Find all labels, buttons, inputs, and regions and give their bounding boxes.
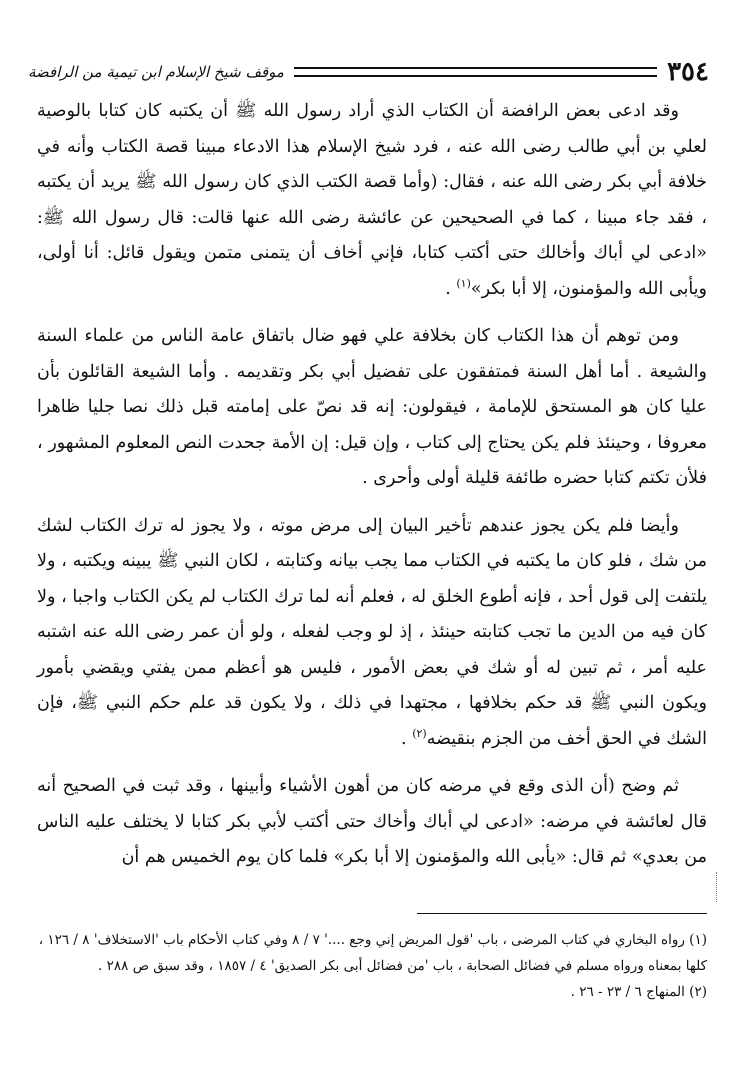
paragraph: ثم وضح (أن الذى وقع في مرضه كان من أهون الأشياء وأبينها ، وقد ثبت في الصحيح أنه قال لعائشة في مرضه: «ادعى لي أباك وأخاك حتى أكتب لأبي بكر كتابا لا يختلف عليه الناس من بعدي» ثم قال: «يأبى الله والمؤمنون إلا أبا بكر» فلما كان يوم الخميس هم أن bbox=[37, 776, 707, 867]
running-title: موقف شيخ الإسلام ابن تيمية من الرافضة bbox=[28, 63, 284, 81]
footnotes bbox=[27, 927, 707, 1005]
header-double-rule bbox=[294, 67, 657, 77]
footnote-1: (١) رواه البخاري في كتاب المرضى ، باب 'قول المريض إني وجع ....' ٧ / ٨ وفي كتاب الأحكام باب 'الاستخلاف' ٨ / ١٢٦ ، كلها بمعناه ورواه مسلم في فضائل الصحابة ، باب 'من فضائل أبى بكر الصديق' ٤ / ١٨٥٧ ، وقد سبق ص ٢٨٨ . bbox=[38, 932, 707, 974]
footnote-2: (٢) المنهاج ٦ / ٢٣ - ٢٦ . bbox=[570, 984, 707, 1000]
paragraph: ومن توهم أن هذا الكتاب كان بخلافة علي فهو ضال باتفاق عامة الناس من علماء السنة والشيعة . أما أهل السنة فمتفقون على تفضيل أبي بكر وتقديمه . وأما الشيعة القائلون بأن عليا كان هو المستحق للإمامة ، فيقولون: إنه قد نصّ على إمامته قبل ذلك نصا جليا ظاهرا معروفا ، وحينئذ فلم يكن يحتاج إلى كتاب ، وإن قيل: إن الأمة جحدت النص المعلوم المشهور ، فلأن تكتم كتابا حضره طائفة قليلة أولى وأحرى . bbox=[37, 326, 707, 488]
paragraph: وأيضا فلم يكن يجوز عندهم تأخير البيان إلى مرض موته ، ولا يجوز له ترك الكتاب لشك من شك ، فلو كان ما يكتبه في الكتاب مما يجب بيانه وكتابته ، لكان النبي ﷺ يبينه ويكتبه ، ولا يلتفت إلى قول أحد ، فإنه أطوع الخلق له ، فعلم أنه لما ترك الكتاب لم يكن الكتاب واجبا ، ولا كان فيه من الدين ما تجب كتابته حينئذ ، إذ لو وجب لفعله ، ولو أن عمر رضى الله عنه اشتبه عليه أمر ، ثم تبين له أو شك في بعض الأمور ، فليس هو أعظم ممن يفتي ويقضي بأمور ويكون النبي ﷺ قد حكم بخلافها ، مجتهدا في ذلك ، ولا يكون قد علم حكم النبي ﷺ، فإن الشك في الحق أخف من الجزم بنقيضه$^{(٢)}$ . bbox=[37, 515, 707, 749]
margin-mark bbox=[716, 872, 719, 902]
page-number: ٣٥٤ bbox=[667, 57, 709, 87]
main-text bbox=[37, 94, 707, 876]
footnote-separator bbox=[417, 913, 707, 914]
footnote-ref-2: (٢) bbox=[412, 726, 427, 740]
page-header bbox=[28, 58, 711, 86]
paragraph: وقد ادعى بعض الرافضة أن الكتاب الذي أراد رسول الله ﷺ أن يكتبه كان كتابا بالوصية لعلي بن أبي طالب رضى الله عنه ، فرد شيخ الإسلام هذا الادعاء مبينا قصة الكتاب وأنه في خلافة أبي بكر رضى الله عنه ، فقال: (وأما قصة الكتب الذي كان رسول الله ﷺ يريد أن يكتبه ، فقد جاء مبينا ، كما في الصحيحين عن عائشة رضى الله عنها قالت: قال رسول الله ﷺ: «ادعى لي أباك وأخالك حتى أكتب كتابا، فإني أخاف أن يتمنى متمن ويقول قائل: أنا أولى، ويأبى الله والمؤمنون، إلا أبا بكر»$^{(١)}$ . bbox=[37, 101, 707, 299]
footnote-ref-1: (١) bbox=[456, 276, 471, 290]
